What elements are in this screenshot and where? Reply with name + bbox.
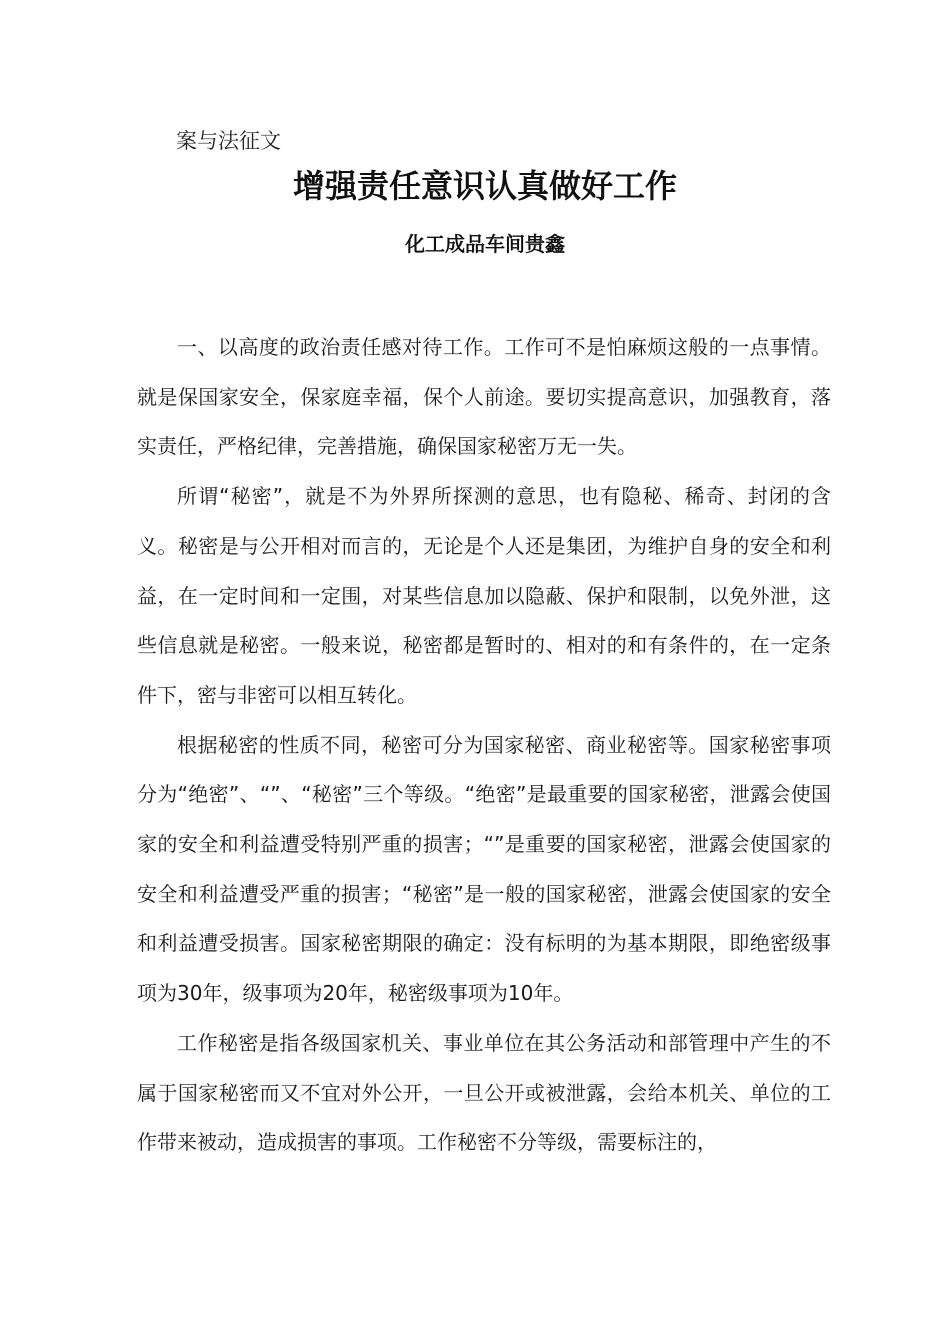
header-label: 案与法征文 [176, 129, 281, 153]
document-body [137, 323, 831, 1168]
document-title: 增强责任意识认真做好工作 [292, 167, 677, 205]
paragraph-3: 根据秘密的性质不同，秘密可分为国家秘密、商业秘密等。国家秘密事项分为“绝密”、“”、“秘密”三个等级。“绝密”是最重要的国家秘密，泄露会使国家的安全和利益遭受特别严重的损害；“”是重要的国家秘密，泄露会使国家的安全和利益遭受严重的损害；“秘密”是一般的国家秘密，泄露会使国家的安全和利益遭受损害。国家秘密期限的确定：没有标明的为基本期限，即绝密级事项为30年，级事项为20年，秘密级事项为10年。 [137, 732, 831, 1006]
paragraph-2: 所谓“秘密”，就是不为外界所探测的意思，也有隐秘、稀奇、封闭的含义。秘密是与公开相对而言的，无论是个人还是集团，为维护自身的安全和利益，在一定时间和一定围，对某些信息加以隐蔽、保护和限制，以免外泄，这些信息就是秘密。一般来说，秘密都是暂时的、相对的和有条件的，在一定条件下，密与非密可以相互转化。 [137, 484, 831, 707]
paragraph-1: 一、以高度的政治责任感对待工作。工作可不是怕麻烦这般的一点事情。就是保国家安全，保家庭幸福，保个人前途。要切实提高意识，加强教育，落实责任，严格纪律，完善措施，确保国家秘密万无一失。 [137, 335, 831, 459]
document-author: 化工成品车间贵鑫 [405, 232, 565, 256]
paragraph-4: 工作秘密是指各级国家机关、事业单位在其公务活动和部管理中产生的不属于国家秘密而又不宜对外公开，一旦公开或被泄露，会给本机关、单位的工作带来被动，造成损害的事项。工作秘密不分等级，需要标注的， [137, 1030, 831, 1155]
